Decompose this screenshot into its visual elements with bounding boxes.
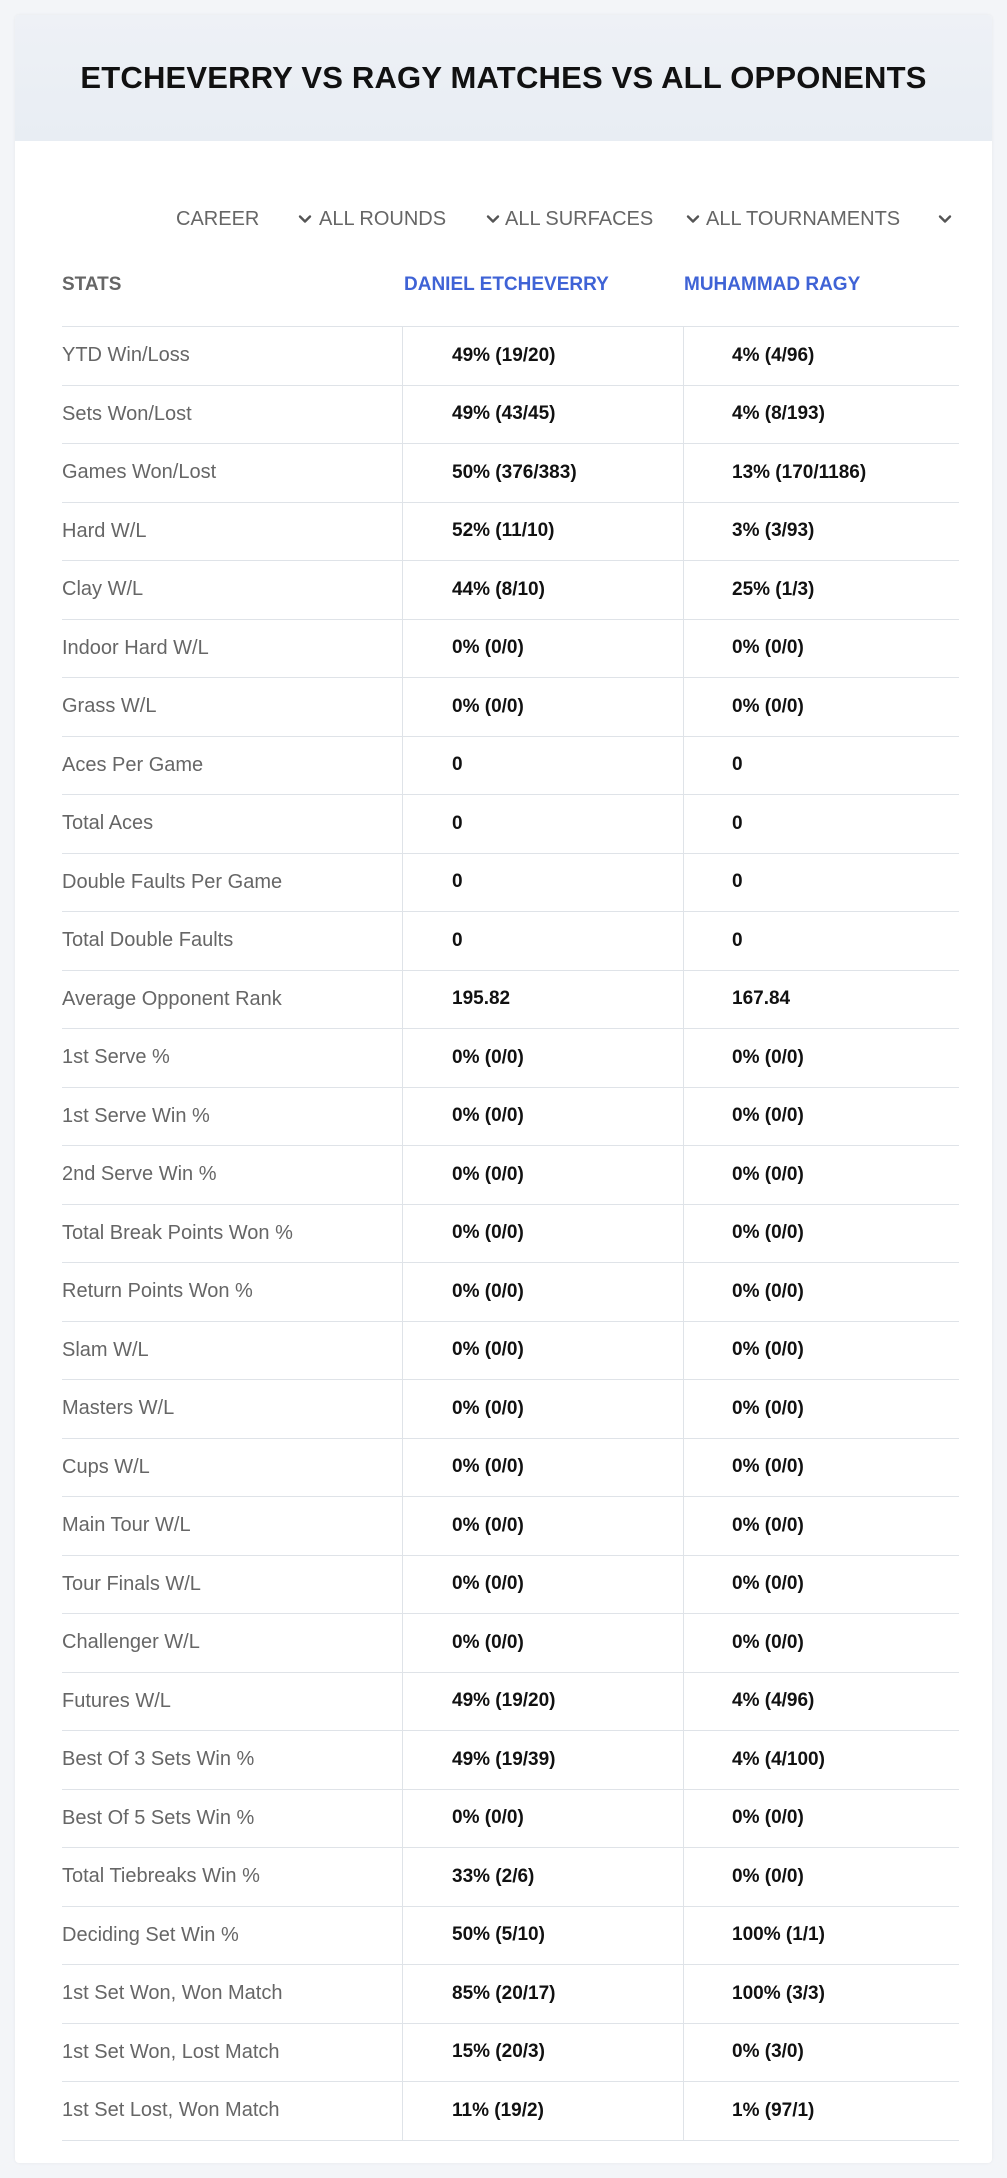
player1-value: 52% (11/10) (452, 520, 555, 542)
player1-value: 0 (452, 871, 463, 893)
player2-value: 0 (732, 812, 743, 834)
filter-label: ALL TOURNAMENTS (706, 207, 901, 230)
stat-label: 2nd Serve Win % (62, 1163, 217, 1186)
player2-value: 0% (0/0) (732, 1573, 804, 1595)
stat-label: Games Won/Lost (62, 461, 217, 484)
filter-label: ALL SURFACES (505, 207, 654, 230)
column-header-player2[interactable]: MUHAMMAD RAGY (684, 274, 861, 295)
page-title: ETCHEVERRY VS RAGY MATCHES VS ALL OPPONENTS (80, 60, 927, 95)
player1-value: 49% (43/45) (452, 403, 556, 425)
stat-label: 1st Set Lost, Won Match (62, 2099, 280, 2122)
player1-value: 11% (19/2) (452, 2099, 544, 2121)
player1-value: 0% (0/0) (452, 1807, 524, 1829)
player2-value: 0% (0/0) (732, 1046, 804, 1068)
stat-label: Best Of 3 Sets Win % (62, 1748, 255, 1771)
player1-value: 15% (20/3) (452, 2041, 545, 2063)
table-row (62, 1439, 959, 1498)
player1-value: 33% (2/6) (452, 1865, 535, 1887)
page-header (15, 15, 992, 141)
table-row (62, 2024, 959, 2083)
player1-value: 50% (376/383) (452, 461, 577, 483)
player2-value: 0% (0/0) (732, 1163, 804, 1185)
table-row (62, 1731, 959, 1790)
player2-value: 100% (3/3) (732, 1982, 825, 2004)
player2-value: 167.84 (732, 988, 791, 1010)
player1-value: 0% (0/0) (452, 1514, 524, 1536)
table-row (62, 1965, 959, 2024)
player2-value: 1% (97/1) (732, 2099, 815, 2121)
stat-label: Slam W/L (62, 1338, 149, 1361)
player1-value: 0% (0/0) (452, 1456, 524, 1478)
stat-label: Futures W/L (62, 1689, 171, 1712)
player1-value: 49% (19/20) (452, 1690, 556, 1712)
stat-label: Total Tiebreaks Win % (62, 1865, 260, 1888)
stat-label: YTD Win/Loss (62, 344, 190, 367)
stat-label: Deciding Set Win % (62, 1923, 239, 1946)
player2-value: 4% (4/96) (732, 344, 815, 366)
table-row (62, 1907, 959, 1966)
table-row (62, 1790, 959, 1849)
player1-value: 0% (0/0) (452, 1105, 524, 1127)
table-row (62, 444, 959, 503)
table-row (62, 386, 959, 445)
table-row (62, 1497, 959, 1556)
player2-value: 4% (4/96) (732, 1690, 815, 1712)
table-header (62, 253, 959, 327)
stat-label: Indoor Hard W/L (62, 636, 209, 659)
table-row (62, 1673, 959, 1732)
chevron-down-icon (486, 212, 500, 226)
table-row (62, 2082, 959, 2141)
player2-value: 0 (732, 871, 743, 893)
stat-label: Challenger W/L (62, 1631, 200, 1654)
stat-label: Hard W/L (62, 519, 147, 542)
column-header-stats: STATS (62, 274, 122, 295)
table-row (62, 912, 959, 971)
player2-value: 4% (8/193) (732, 403, 825, 425)
column-divider (683, 327, 684, 2141)
table-row (62, 1848, 959, 1907)
stat-label: Aces Per Game (62, 753, 204, 776)
stat-label: 1st Serve % (62, 1046, 170, 1069)
table-row (62, 561, 959, 620)
stat-label: Average Opponent Rank (62, 987, 282, 1010)
player2-value: 0% (0/0) (732, 1514, 804, 1536)
player1-value: 0% (0/0) (452, 1222, 524, 1244)
stat-label: 1st Serve Win % (62, 1104, 210, 1127)
player2-value: 0 (732, 754, 743, 776)
player2-value: 4% (4/100) (732, 1748, 825, 1770)
player2-value: 0% (0/0) (732, 1280, 804, 1302)
player2-value: 100% (1/1) (732, 1924, 825, 1946)
stat-label: Total Break Points Won % (62, 1221, 293, 1244)
player2-value: 0% (0/0) (732, 1807, 804, 1829)
table-row (62, 678, 959, 737)
chevron-down-icon (938, 212, 952, 226)
stat-label: Total Double Faults (62, 929, 234, 952)
player2-value: 0% (0/0) (732, 695, 804, 717)
player1-value: 0 (452, 929, 463, 951)
player1-value: 0 (452, 812, 463, 834)
player2-value: 0% (0/0) (732, 1105, 804, 1127)
stat-label: Tour Finals W/L (62, 1572, 201, 1595)
table-row (62, 1380, 959, 1439)
table-row (62, 971, 959, 1030)
table-row (62, 854, 959, 913)
stat-label: Sets Won/Lost (62, 402, 192, 425)
player2-value: 0% (0/0) (732, 1865, 804, 1887)
player2-value: 25% (1/3) (732, 578, 815, 600)
table-row (62, 1322, 959, 1381)
stat-label: Double Faults Per Game (62, 870, 283, 893)
column-divider (402, 327, 403, 2141)
player1-value: 49% (19/39) (452, 1748, 556, 1770)
player1-value: 0% (0/0) (452, 637, 524, 659)
table-row (62, 737, 959, 796)
stats-table (62, 253, 959, 2141)
player2-value: 13% (170/1186) (732, 461, 867, 483)
stats-card (15, 15, 992, 2163)
player1-value: 0 (452, 754, 463, 776)
player1-value: 195.82 (452, 988, 511, 1010)
player1-value: 50% (5/10) (452, 1924, 545, 1946)
filter-career[interactable] (176, 191, 312, 247)
stat-label: Total Aces (62, 812, 154, 835)
table-row (62, 1556, 959, 1615)
stat-label: Masters W/L (62, 1397, 175, 1420)
filter-tournaments[interactable] (706, 191, 952, 247)
table-row (62, 620, 959, 679)
table-row (62, 1146, 959, 1205)
stat-label: 1st Set Won, Lost Match (62, 2040, 280, 2063)
filter-label: CAREER (176, 207, 260, 230)
table-row (62, 1088, 959, 1147)
stat-label: Main Tour W/L (62, 1514, 191, 1537)
table-row (62, 795, 959, 854)
table-row (62, 503, 959, 562)
player1-value: 0% (0/0) (452, 1573, 524, 1595)
player2-value: 0 (732, 929, 743, 951)
player2-value: 3% (3/93) (732, 520, 815, 542)
player1-value: 44% (8/10) (452, 578, 545, 600)
filter-bar (15, 191, 992, 247)
stat-label: Clay W/L (62, 578, 144, 601)
player1-value: 0% (0/0) (452, 1280, 524, 1302)
filter-rounds[interactable] (319, 191, 500, 247)
player1-value: 0% (0/0) (452, 1397, 524, 1419)
stat-label: Best Of 5 Sets Win % (62, 1806, 255, 1829)
stat-label: Grass W/L (62, 695, 157, 718)
player2-value: 0% (3/0) (732, 2041, 804, 2063)
player2-value: 0% (0/0) (732, 1456, 804, 1478)
player2-value: 0% (0/0) (732, 1222, 804, 1244)
stat-label: 1st Set Won, Won Match (62, 1982, 283, 2005)
stat-label: Cups W/L (62, 1455, 150, 1478)
stat-label: Return Points Won % (62, 1280, 253, 1303)
player2-value: 0% (0/0) (732, 1397, 804, 1419)
filter-label: ALL ROUNDS (319, 207, 447, 230)
table-row (62, 1205, 959, 1264)
table-row (62, 1263, 959, 1322)
chevron-down-icon (686, 212, 700, 226)
filter-surfaces[interactable] (505, 191, 700, 247)
table-row (62, 327, 959, 386)
player2-value: 0% (0/0) (732, 637, 804, 659)
player1-value: 0% (0/0) (452, 695, 524, 717)
player1-value: 0% (0/0) (452, 1163, 524, 1185)
table-body (62, 327, 959, 2141)
player1-value: 0% (0/0) (452, 1339, 524, 1361)
table-row (62, 1614, 959, 1673)
player1-value: 85% (20/17) (452, 1982, 556, 2004)
chevron-down-icon (298, 212, 312, 226)
table-row (62, 1029, 959, 1088)
player2-value: 0% (0/0) (732, 1631, 804, 1653)
player1-value: 0% (0/0) (452, 1046, 524, 1068)
player2-value: 0% (0/0) (732, 1339, 804, 1361)
player1-value: 49% (19/20) (452, 344, 556, 366)
player1-value: 0% (0/0) (452, 1631, 524, 1653)
column-header-player1[interactable]: DANIEL ETCHEVERRY (404, 274, 609, 295)
